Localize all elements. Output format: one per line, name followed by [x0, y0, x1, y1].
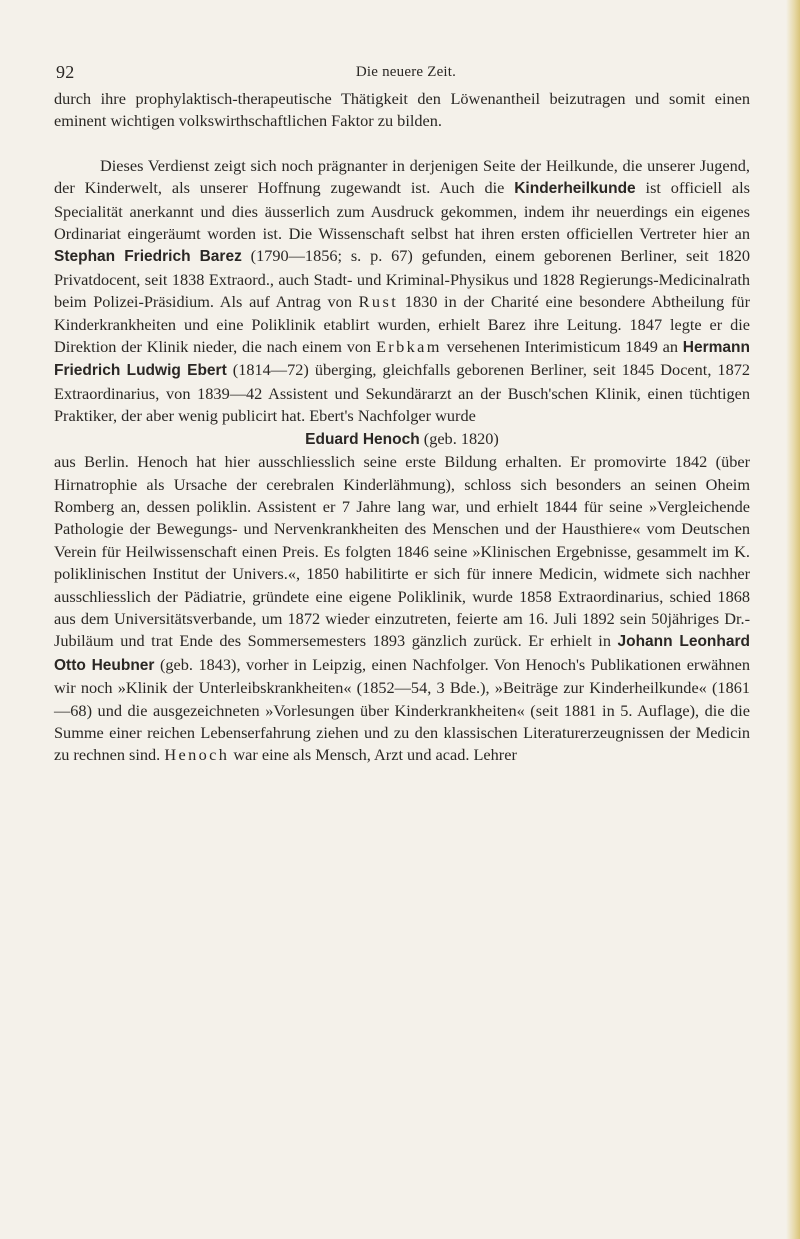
person-name: Hermann Friedrich Ludwig Ebert	[54, 339, 750, 380]
page-number: 92	[56, 62, 75, 82]
text-run: ist officiell als Specialität anerkannt und dies äusserlich zum Ausdruck gekommen, indem ihr neuerdings ein eigenes Ordinariat eingeräumt worden ist. Die Wissenschaft selbst hat ihren ersten officiellen Vertreter hier an	[54, 178, 751, 244]
body-text	[54, 88, 750, 767]
page-edge	[786, 0, 800, 1239]
text-run: (geb. 1843), vorher in Leipzig, einen Nachfolger. Von Henoch's Publikationen erwähnen wir noch »Klinik der Unterleibskrankheiten« (1852—54, 3 Bde.), »Beiträge zur Kinderheilkunde« (1861—68) und die ausgezeichneten »Vorlesungen über Kinderkrankheiten« (seit 1881 in 5. Auflage), die die Summe einer reichen Lebenserfahrung ziehen und zu den klassischen Literaturerzeugnissen der Medicin zu rechnen sind.	[54, 654, 750, 765]
paragraph-3	[54, 451, 750, 767]
text-run: (1814—72) überging, gleichfalls geborenen Berliner, seit 1845 Docent, 1872 Extraordinarius, von 1839—42 Assistent und Sekundärarzt an der Busch'schen Klinik, einen tüchtigen Praktiker, der aber wenig publicirt hat. Ebert's Nachfolger wurde	[54, 360, 750, 426]
person-name: Johann Leonhard Otto Heubner	[54, 633, 750, 674]
text-run: versehenen Interimisticum 1849 an	[441, 337, 683, 357]
spaced-name: Henoch	[164, 745, 230, 765]
page-header	[56, 60, 756, 86]
text-run: Dieses Verdienst zeigt sich noch prägnanter in derjenigen Seite der Heilkunde, die unserer Jugend, der Kinderwelt, als unserer Hoffnung zugewandt ist. Auch die	[54, 155, 750, 198]
text-run: 1830 in der Charité eine besondere Abtheilung für Kinderkrankheiten und eine Poliklinik etablirt wurden, erhielt Barez ihre Leitung. 1847 legte er die Direktion der Klinik nieder, die nach einem von	[54, 292, 750, 357]
person-name: Stephan Friedrich Barez	[54, 248, 242, 266]
person-name: Eduard Henoch	[305, 430, 420, 448]
paragraph-1: durch ihre prophylaktisch-therapeutische Thätigkeit den Löwenantheil beizutragen und somit einen eminent wichtigen volkswirthschaftlichen Faktor zu bilden.	[54, 89, 750, 131]
text-run: (geb. 1820)	[419, 428, 499, 448]
running-title: Die neuere Zeit.	[355, 64, 457, 80]
section-heading	[54, 428, 750, 451]
text-run: (1790—1856; s. p. 67) gefunden, einem geborenen Berliner, seit 1820 Privatdocent, seit 1838 Extraord., auch Stadt- und Kriminal-Physikus und 1828 Regierungs-Medicinalrath beim Polizei-Präsidium. Als auf Antrag von	[54, 246, 750, 312]
text-run: aus Berlin. Henoch hat hier ausschliesslich seine erste Bildung erhalten. Er promovirte 1842 (über Hirnatrophie als Ursache der cerebralen Kinderlähmung), schloss sich besonders an seinen Oheim Romberg an, dessen poliklin. Assistent er 7 Jahre lang war, und erhielt 1844 für seine »Vergleichende Pathologie der Bewegungs- und Nervenkrankheiten des Menschen und der Hausthiere« vom Deutschen Verein für Heilwissenschaft einen Preis. Es folgten 1846 seine »Klinischen Ergebnisse, gesammelt im K. poliklinischen Institut der Univers.«, 1850 habilitirte er sich für innere Medicin, widmete sich nachher ausschliesslich der Pädiatrie, gründete eine eigene Poliklinik, wurde 1858 Extraordinarius, schied 1868 aus dem Universitätsverbande, um 1872 wieder einzutreten, feierte am 16. Juli 1892 sein 50jähriges Dr.-Jubiläum und trat Ende des Sommersemesters 1893 gänzlich zurück. Er erhielt in	[54, 452, 750, 651]
spaced-name: Erbkam	[375, 337, 442, 357]
spaced-name: Rust	[358, 292, 399, 312]
text-run: war eine als Mensch, Arzt und acad. Lehrer	[229, 745, 517, 765]
person-name: Kinderheilkunde	[514, 180, 636, 198]
paragraph-2	[54, 155, 750, 428]
